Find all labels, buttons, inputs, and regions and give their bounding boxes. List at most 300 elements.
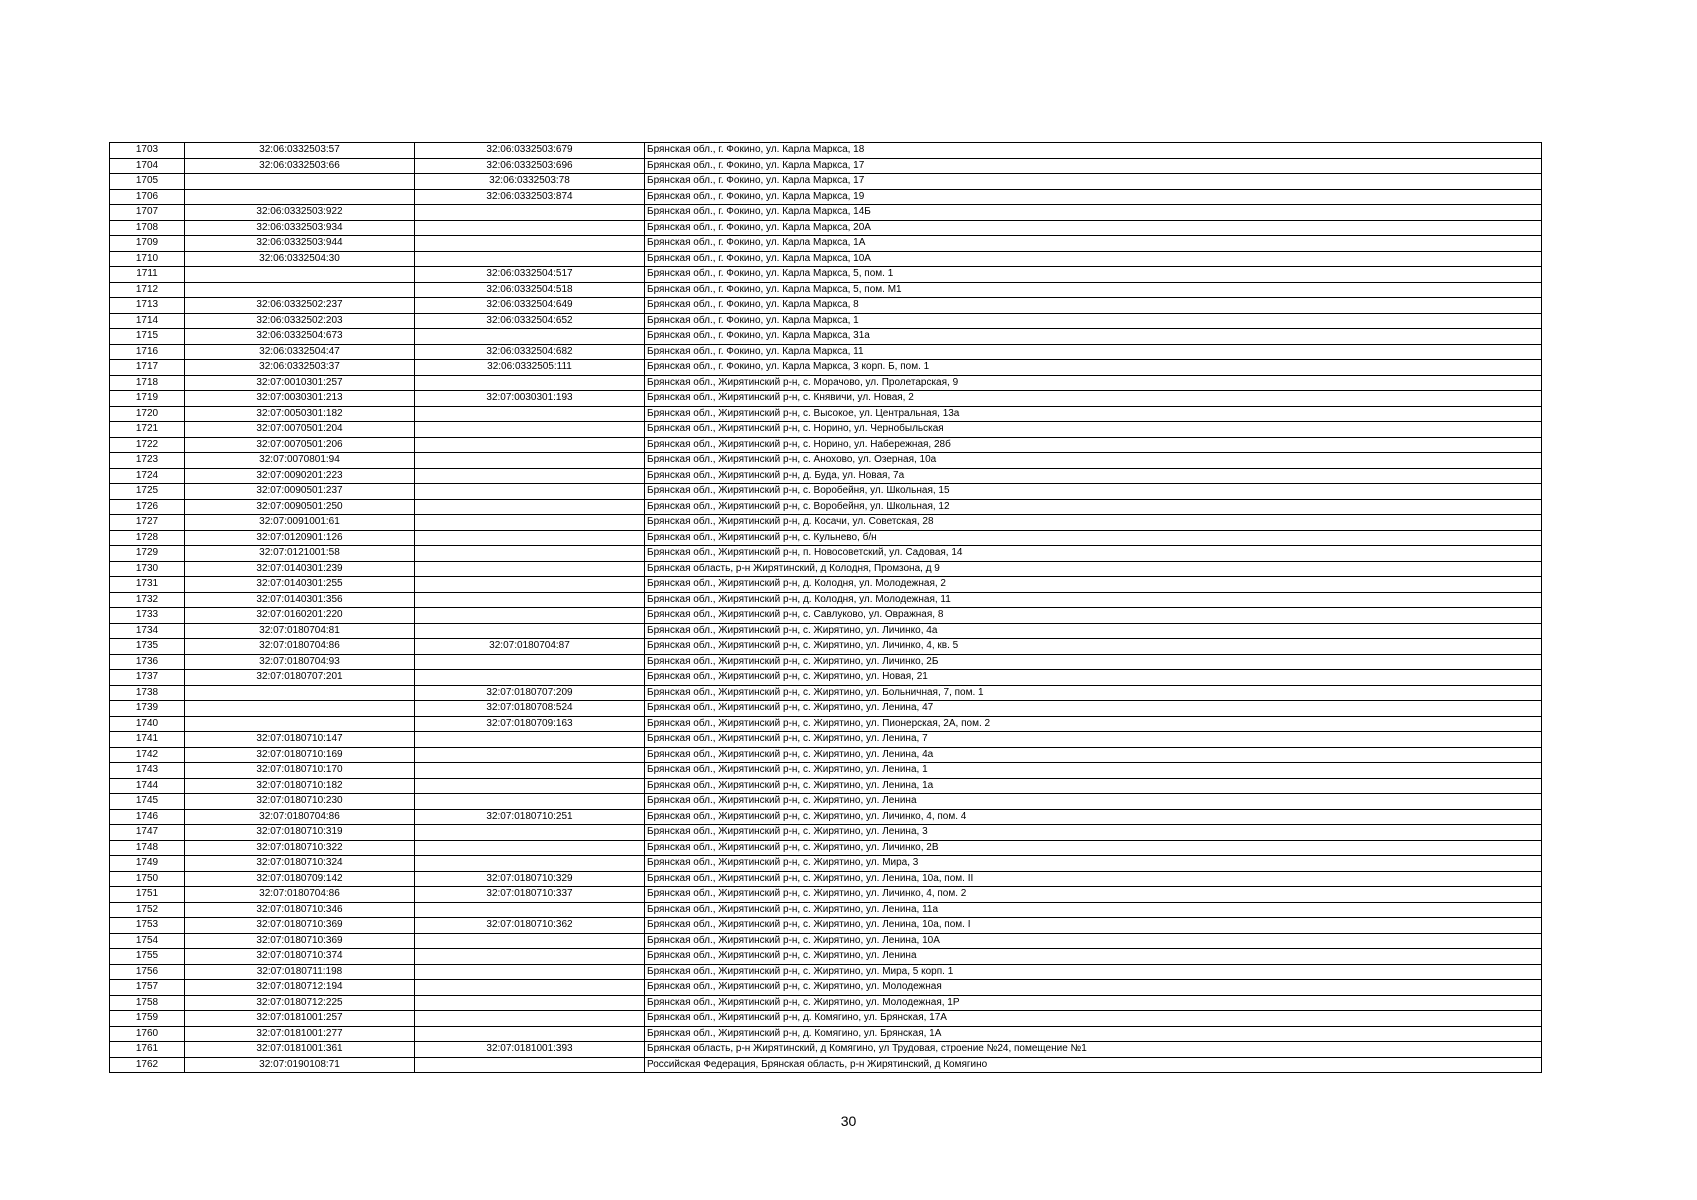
table-row: [110, 174, 1542, 190]
table-row: [110, 515, 1542, 531]
object-cadastral-number-cell: [415, 437, 645, 453]
cadastral-number-cell: 32:07:0180710:169: [185, 747, 415, 763]
row-number-cell: 1755: [110, 949, 185, 965]
row-number-cell: 1745: [110, 794, 185, 810]
table-row: [110, 561, 1542, 577]
table-row: [110, 282, 1542, 298]
table-row: [110, 654, 1542, 670]
address-cell: Брянская обл., Жирятинский р-н, с. Кульнево, б/н: [645, 530, 1542, 546]
table-row: [110, 189, 1542, 205]
row-number-cell: 1723: [110, 453, 185, 469]
row-number-cell: 1732: [110, 592, 185, 608]
table-row: [110, 391, 1542, 407]
cadastral-number-cell: 32:07:0181001:257: [185, 1011, 415, 1027]
table-row: [110, 949, 1542, 965]
cadastral-number-cell: 32:07:0181001:277: [185, 1026, 415, 1042]
object-cadastral-number-cell: [415, 205, 645, 221]
cadastral-number-cell: 32:07:0180711:198: [185, 964, 415, 980]
address-cell: Брянская обл., Жирятинский р-н, д. Косачи, ул. Советская, 28: [645, 515, 1542, 531]
address-cell: Брянская обл., Жирятинский р-н, с. Воробейня, ул. Школьная, 12: [645, 499, 1542, 515]
table-row: [110, 143, 1542, 159]
table-row: [110, 375, 1542, 391]
cadastral-number-cell: [185, 189, 415, 205]
cadastral-number-cell: 32:07:0140301:255: [185, 577, 415, 593]
row-number-cell: 1727: [110, 515, 185, 531]
address-cell: Брянская обл., г. Фокино, ул. Карла Маркса, 5, пом. М1: [645, 282, 1542, 298]
table-row: [110, 205, 1542, 221]
object-cadastral-number-cell: [415, 251, 645, 267]
cadastral-number-cell: 32:06:0332504:673: [185, 329, 415, 345]
address-cell: Брянская обл., Жирятинский р-н, с. Жирятино, ул. Мира, 3: [645, 856, 1542, 872]
row-number-cell: 1746: [110, 809, 185, 825]
object-cadastral-number-cell: [415, 422, 645, 438]
address-cell: Брянская обл., г. Фокино, ул. Карла Маркса, 20А: [645, 220, 1542, 236]
object-cadastral-number-cell: 32:07:0180710:329: [415, 871, 645, 887]
row-number-cell: 1706: [110, 189, 185, 205]
row-number-cell: 1716: [110, 344, 185, 360]
table-row: [110, 406, 1542, 422]
address-cell: Брянская обл., г. Фокино, ул. Карла Маркса, 31а: [645, 329, 1542, 345]
table-row: [110, 220, 1542, 236]
address-cell: Брянская обл., Жирятинский р-н, д. Комягино, ул. Брянская, 17А: [645, 1011, 1542, 1027]
row-number-cell: 1726: [110, 499, 185, 515]
row-number-cell: 1752: [110, 902, 185, 918]
cadastral-number-cell: 32:07:0180710:374: [185, 949, 415, 965]
row-number-cell: 1736: [110, 654, 185, 670]
table-row: [110, 794, 1542, 810]
address-cell: Брянская обл., Жирятинский р-н, д. Комягино, ул. Брянская, 1А: [645, 1026, 1542, 1042]
cadastral-number-cell: 32:07:0180710:346: [185, 902, 415, 918]
table-row: [110, 468, 1542, 484]
address-cell: Брянская обл., г. Фокино, ул. Карла Маркса, 14Б: [645, 205, 1542, 221]
row-number-cell: 1733: [110, 608, 185, 624]
object-cadastral-number-cell: [415, 840, 645, 856]
address-cell: Брянская обл., г. Фокино, ул. Карла Маркса, 1А: [645, 236, 1542, 252]
row-number-cell: 1709: [110, 236, 185, 252]
object-cadastral-number-cell: [415, 484, 645, 500]
row-number-cell: 1731: [110, 577, 185, 593]
cadastral-number-cell: 32:07:0180710:369: [185, 918, 415, 934]
row-number-cell: 1719: [110, 391, 185, 407]
address-cell: Брянская обл., г. Фокино, ул. Карла Маркса, 17: [645, 158, 1542, 174]
table-row: [110, 236, 1542, 252]
table-row: [110, 825, 1542, 841]
object-cadastral-number-cell: [415, 236, 645, 252]
cadastral-number-cell: 32:07:0140301:239: [185, 561, 415, 577]
address-cell: Брянская область, р-н Жирятинский, д Комягино, ул Трудовая, строение №24, помещение №1: [645, 1042, 1542, 1058]
table-row: [110, 360, 1542, 376]
object-cadastral-number-cell: [415, 902, 645, 918]
address-cell: Брянская обл., Жирятинский р-н, с. Жирятино, ул. Новая, 21: [645, 670, 1542, 686]
cadastral-number-cell: 32:07:0070501:206: [185, 437, 415, 453]
address-cell: Брянская обл., Жирятинский р-н, с. Княвичи, ул. Новая, 2: [645, 391, 1542, 407]
object-cadastral-number-cell: 32:06:0332504:517: [415, 267, 645, 283]
row-number-cell: 1759: [110, 1011, 185, 1027]
cadastral-number-cell: 32:06:0332503:934: [185, 220, 415, 236]
row-number-cell: 1730: [110, 561, 185, 577]
object-cadastral-number-cell: [415, 623, 645, 639]
address-cell: Брянская обл., г. Фокино, ул. Карла Маркса, 10А: [645, 251, 1542, 267]
object-cadastral-number-cell: 32:06:0332504:518: [415, 282, 645, 298]
cadastral-number-cell: 32:07:0070801:94: [185, 453, 415, 469]
row-number-cell: 1714: [110, 313, 185, 329]
row-number-cell: 1717: [110, 360, 185, 376]
object-cadastral-number-cell: [415, 468, 645, 484]
address-cell: Брянская обл., Жирятинский р-н, с. Жирятино, ул. Мира, 5 корп. 1: [645, 964, 1542, 980]
object-cadastral-number-cell: 32:07:0180708:524: [415, 701, 645, 717]
address-cell: Брянская обл., Жирятинский р-н, с. Норино, ул. Чернобыльская: [645, 422, 1542, 438]
address-cell: Брянская обл., Жирятинский р-н, с. Жирятино, ул. Ленина, 1а: [645, 778, 1542, 794]
address-cell: Брянская обл., Жирятинский р-н, с. Жирятино, ул. Ленина, 3: [645, 825, 1542, 841]
address-cell: Брянская обл., г. Фокино, ул. Карла Маркса, 11: [645, 344, 1542, 360]
table-row: [110, 1011, 1542, 1027]
cadastral-number-cell: 32:07:0090501:250: [185, 499, 415, 515]
table-row: [110, 964, 1542, 980]
object-cadastral-number-cell: [415, 530, 645, 546]
page-number: 30: [840, 1113, 857, 1129]
object-cadastral-number-cell: [415, 980, 645, 996]
row-number-cell: 1739: [110, 701, 185, 717]
row-number-cell: 1712: [110, 282, 185, 298]
table-row: [110, 484, 1542, 500]
cadastral-number-cell: [185, 174, 415, 190]
object-cadastral-number-cell: 32:07:0030301:193: [415, 391, 645, 407]
address-cell: Брянская обл., г. Фокино, ул. Карла Маркса, 8: [645, 298, 1542, 314]
table-row: [110, 902, 1542, 918]
registry-table-body: [110, 143, 1542, 1073]
address-cell: Брянская обл., Жирятинский р-н, с. Жирятино, ул. Молодежная, 1Р: [645, 995, 1542, 1011]
object-cadastral-number-cell: [415, 453, 645, 469]
table-row: [110, 980, 1542, 996]
object-cadastral-number-cell: 32:06:0332504:652: [415, 313, 645, 329]
cadastral-number-cell: 32:07:0140301:356: [185, 592, 415, 608]
row-number-cell: 1728: [110, 530, 185, 546]
registry-table: [109, 142, 1542, 1073]
cadastral-number-cell: 32:07:0050301:182: [185, 406, 415, 422]
table-row: [110, 546, 1542, 562]
row-number-cell: 1713: [110, 298, 185, 314]
address-cell: Брянская обл., Жирятинский р-н, с. Жирятино, ул. Молодежная: [645, 980, 1542, 996]
cadastral-number-cell: 32:07:0180709:142: [185, 871, 415, 887]
cadastral-number-cell: 32:07:0180704:81: [185, 623, 415, 639]
row-number-cell: 1720: [110, 406, 185, 422]
address-cell: Брянская обл., Жирятинский р-н, с. Жирятино, ул. Личинко, 2Б: [645, 654, 1542, 670]
object-cadastral-number-cell: [415, 949, 645, 965]
cadastral-number-cell: 32:06:0332502:237: [185, 298, 415, 314]
object-cadastral-number-cell: [415, 794, 645, 810]
address-cell: Брянская обл., г. Фокино, ул. Карла Маркса, 17: [645, 174, 1542, 190]
table-row: [110, 499, 1542, 515]
row-number-cell: 1707: [110, 205, 185, 221]
object-cadastral-number-cell: 32:07:0180709:163: [415, 716, 645, 732]
address-cell: Брянская обл., Жирятинский р-н, с. Жирятино, ул. Личинко, 4, пом. 4: [645, 809, 1542, 825]
row-number-cell: 1762: [110, 1057, 185, 1073]
table-row: [110, 251, 1542, 267]
address-cell: Брянская обл., г. Фокино, ул. Карла Маркса, 3 корп. Б, пом. 1: [645, 360, 1542, 376]
row-number-cell: 1757: [110, 980, 185, 996]
row-number-cell: 1724: [110, 468, 185, 484]
cadastral-number-cell: 32:07:0180704:86: [185, 809, 415, 825]
table-row: [110, 298, 1542, 314]
row-number-cell: 1743: [110, 763, 185, 779]
address-cell: Брянская обл., Жирятинский р-н, с. Жирятино, ул. Личинко, 4, кв. 5: [645, 639, 1542, 655]
object-cadastral-number-cell: [415, 220, 645, 236]
row-number-cell: 1740: [110, 716, 185, 732]
row-number-cell: 1753: [110, 918, 185, 934]
cadastral-number-cell: 32:07:0180710:230: [185, 794, 415, 810]
address-cell: Брянская обл., Жирятинский р-н, с. Жирятино, ул. Ленина, 47: [645, 701, 1542, 717]
table-row: [110, 530, 1542, 546]
object-cadastral-number-cell: 32:07:0181001:393: [415, 1042, 645, 1058]
address-cell: Брянская обл., г. Фокино, ул. Карла Маркса, 18: [645, 143, 1542, 159]
table-row: [110, 313, 1542, 329]
row-number-cell: 1734: [110, 623, 185, 639]
row-number-cell: 1729: [110, 546, 185, 562]
cadastral-number-cell: 32:07:0180710:170: [185, 763, 415, 779]
address-cell: Брянская обл., Жирятинский р-н, с. Жирятино, ул. Ленина, 1: [645, 763, 1542, 779]
object-cadastral-number-cell: [415, 329, 645, 345]
row-number-cell: 1738: [110, 685, 185, 701]
table-row: [110, 608, 1542, 624]
address-cell: Брянская обл., Жирятинский р-н, с. Жирятино, ул. Больничная, 7, пом. 1: [645, 685, 1542, 701]
object-cadastral-number-cell: 32:07:0180710:337: [415, 887, 645, 903]
row-number-cell: 1748: [110, 840, 185, 856]
object-cadastral-number-cell: 32:07:0180704:87: [415, 639, 645, 655]
table-row: [110, 267, 1542, 283]
object-cadastral-number-cell: [415, 933, 645, 949]
cadastral-number-cell: 32:07:0010301:257: [185, 375, 415, 391]
address-cell: Брянская область, р-н Жирятинский, д Колодня, Промзона, д 9: [645, 561, 1542, 577]
row-number-cell: 1754: [110, 933, 185, 949]
cadastral-number-cell: [185, 267, 415, 283]
row-number-cell: 1750: [110, 871, 185, 887]
object-cadastral-number-cell: 32:07:0180710:251: [415, 809, 645, 825]
address-cell: Брянская обл., Жирятинский р-н, с. Жирятино, ул. Ленина: [645, 794, 1542, 810]
cadastral-number-cell: [185, 716, 415, 732]
address-cell: Брянская обл., Жирятинский р-н, с. Жирятино, ул. Ленина, 4а: [645, 747, 1542, 763]
table-row: [110, 453, 1542, 469]
cadastral-number-cell: 32:07:0180710:319: [185, 825, 415, 841]
cadastral-number-cell: 32:07:0180712:194: [185, 980, 415, 996]
cadastral-number-cell: 32:06:0332503:66: [185, 158, 415, 174]
object-cadastral-number-cell: [415, 964, 645, 980]
table-row: [110, 158, 1542, 174]
table-row: [110, 1026, 1542, 1042]
object-cadastral-number-cell: 32:06:0332504:682: [415, 344, 645, 360]
table-row: [110, 995, 1542, 1011]
table-row: [110, 763, 1542, 779]
object-cadastral-number-cell: [415, 670, 645, 686]
table-row: [110, 933, 1542, 949]
object-cadastral-number-cell: 32:06:0332503:696: [415, 158, 645, 174]
row-number-cell: 1760: [110, 1026, 185, 1042]
address-cell: Брянская обл., Жирятинский р-н, с. Жирятино, ул. Ленина: [645, 949, 1542, 965]
cadastral-number-cell: 32:06:0332503:922: [185, 205, 415, 221]
row-number-cell: 1708: [110, 220, 185, 236]
cadastral-number-cell: 32:07:0190108:71: [185, 1057, 415, 1073]
row-number-cell: 1725: [110, 484, 185, 500]
table-row: [110, 422, 1542, 438]
table-row: [110, 840, 1542, 856]
cadastral-number-cell: 32:07:0180710:369: [185, 933, 415, 949]
row-number-cell: 1715: [110, 329, 185, 345]
address-cell: Брянская обл., Жирятинский р-н, с. Воробейня, ул. Школьная, 15: [645, 484, 1542, 500]
address-cell: Брянская обл., Жирятинский р-н, д. Буда, ул. Новая, 7а: [645, 468, 1542, 484]
cadastral-number-cell: 32:06:0332504:47: [185, 344, 415, 360]
table-row: [110, 747, 1542, 763]
cadastral-number-cell: 32:07:0160201:220: [185, 608, 415, 624]
cadastral-number-cell: 32:07:0180712:225: [185, 995, 415, 1011]
table-row: [110, 437, 1542, 453]
row-number-cell: 1704: [110, 158, 185, 174]
object-cadastral-number-cell: [415, 654, 645, 670]
object-cadastral-number-cell: 32:07:0180710:362: [415, 918, 645, 934]
address-cell: Брянская обл., Жирятинский р-н, с. Жирятино, ул. Ленина, 10А: [645, 933, 1542, 949]
object-cadastral-number-cell: [415, 375, 645, 391]
address-cell: Брянская обл., Жирятинский р-н, с. Савлуково, ул. Овражная, 8: [645, 608, 1542, 624]
table-row: [110, 809, 1542, 825]
table-row: [110, 592, 1542, 608]
address-cell: Брянская обл., Жирятинский р-н, д. Колодня, ул. Молодежная, 11: [645, 592, 1542, 608]
object-cadastral-number-cell: [415, 577, 645, 593]
row-number-cell: 1751: [110, 887, 185, 903]
cadastral-number-cell: 32:07:0091001:61: [185, 515, 415, 531]
address-cell: Брянская обл., Жирятинский р-н, с. Норино, ул. Набережная, 28б: [645, 437, 1542, 453]
object-cadastral-number-cell: [415, 1057, 645, 1073]
object-cadastral-number-cell: 32:06:0332503:679: [415, 143, 645, 159]
object-cadastral-number-cell: [415, 546, 645, 562]
address-cell: Брянская обл., Жирятинский р-н, с. Жирятино, ул. Личинко, 4, пом. 2: [645, 887, 1542, 903]
table-row: [110, 1042, 1542, 1058]
address-cell: Брянская обл., Жирятинский р-н, с. Жирятино, ул. Ленина, 11а: [645, 902, 1542, 918]
cadastral-number-cell: 32:07:0090201:223: [185, 468, 415, 484]
row-number-cell: 1747: [110, 825, 185, 841]
cadastral-number-cell: 32:07:0030301:213: [185, 391, 415, 407]
object-cadastral-number-cell: 32:06:0332503:78: [415, 174, 645, 190]
object-cadastral-number-cell: [415, 778, 645, 794]
row-number-cell: 1703: [110, 143, 185, 159]
object-cadastral-number-cell: [415, 1026, 645, 1042]
table-row: [110, 639, 1542, 655]
table-row: [110, 577, 1542, 593]
cadastral-number-cell: 32:07:0181001:361: [185, 1042, 415, 1058]
cadastral-number-cell: [185, 701, 415, 717]
object-cadastral-number-cell: [415, 515, 645, 531]
table-row: [110, 623, 1542, 639]
cadastral-number-cell: 32:07:0180704:86: [185, 639, 415, 655]
row-number-cell: 1721: [110, 422, 185, 438]
object-cadastral-number-cell: 32:06:0332503:874: [415, 189, 645, 205]
address-cell: Брянская обл., Жирятинский р-н, с. Жирятино, ул. Личинко, 4а: [645, 623, 1542, 639]
cadastral-number-cell: 32:07:0070501:204: [185, 422, 415, 438]
table-row: [110, 732, 1542, 748]
cadastral-number-cell: 32:07:0180710:147: [185, 732, 415, 748]
address-cell: Брянская обл., Жирятинский р-н, с. Жирятино, ул. Личинко, 2В: [645, 840, 1542, 856]
object-cadastral-number-cell: [415, 763, 645, 779]
row-number-cell: 1744: [110, 778, 185, 794]
row-number-cell: 1758: [110, 995, 185, 1011]
table-row: [110, 871, 1542, 887]
cadastral-number-cell: 32:07:0180704:93: [185, 654, 415, 670]
table-row: [110, 344, 1542, 360]
table-row: [110, 887, 1542, 903]
address-cell: Брянская обл., г. Фокино, ул. Карла Маркса, 5, пом. 1: [645, 267, 1542, 283]
object-cadastral-number-cell: 32:06:0332504:649: [415, 298, 645, 314]
cadastral-number-cell: 32:07:0180710:324: [185, 856, 415, 872]
object-cadastral-number-cell: [415, 825, 645, 841]
cadastral-number-cell: 32:06:0332503:944: [185, 236, 415, 252]
object-cadastral-number-cell: 32:07:0180707:209: [415, 685, 645, 701]
table-row: [110, 701, 1542, 717]
row-number-cell: 1741: [110, 732, 185, 748]
object-cadastral-number-cell: [415, 592, 645, 608]
address-cell: Брянская обл., Жирятинский р-н, с. Анохово, ул. Озерная, 10а: [645, 453, 1542, 469]
address-cell: Российская Федерация, Брянская область, р-н Жирятинский, д Комягино: [645, 1057, 1542, 1073]
row-number-cell: 1737: [110, 670, 185, 686]
cadastral-number-cell: 32:06:0332503:37: [185, 360, 415, 376]
table-row: [110, 670, 1542, 686]
row-number-cell: 1749: [110, 856, 185, 872]
address-cell: Брянская обл., Жирятинский р-н, с. Жирятино, ул. Пионерская, 2А, пом. 2: [645, 716, 1542, 732]
cadastral-number-cell: 32:06:0332503:57: [185, 143, 415, 159]
cadastral-number-cell: 32:06:0332504:30: [185, 251, 415, 267]
cadastral-number-cell: 32:07:0090501:237: [185, 484, 415, 500]
address-cell: Брянская обл., Жирятинский р-н, с. Жирятино, ул. Ленина, 10а, пом. II: [645, 871, 1542, 887]
object-cadastral-number-cell: [415, 406, 645, 422]
table-row: [110, 918, 1542, 934]
address-cell: Брянская обл., Жирятинский р-н, п. Новосоветский, ул. Садовая, 14: [645, 546, 1542, 562]
cadastral-number-cell: 32:07:0180710:322: [185, 840, 415, 856]
cadastral-number-cell: 32:07:0180710:182: [185, 778, 415, 794]
row-number-cell: 1718: [110, 375, 185, 391]
cadastral-number-cell: 32:07:0120901:126: [185, 530, 415, 546]
row-number-cell: 1705: [110, 174, 185, 190]
address-cell: Брянская обл., Жирятинский р-н, с. Жирятино, ул. Ленина, 10а, пом. I: [645, 918, 1542, 934]
object-cadastral-number-cell: 32:06:0332505:111: [415, 360, 645, 376]
object-cadastral-number-cell: [415, 747, 645, 763]
object-cadastral-number-cell: [415, 995, 645, 1011]
row-number-cell: 1711: [110, 267, 185, 283]
address-cell: Брянская обл., Жирятинский р-н, с. Высокое, ул. Центральная, 13а: [645, 406, 1542, 422]
object-cadastral-number-cell: [415, 499, 645, 515]
row-number-cell: 1761: [110, 1042, 185, 1058]
row-number-cell: 1722: [110, 437, 185, 453]
object-cadastral-number-cell: [415, 1011, 645, 1027]
row-number-cell: 1756: [110, 964, 185, 980]
cadastral-number-cell: [185, 685, 415, 701]
address-cell: Брянская обл., Жирятинский р-н, с. Жирятино, ул. Ленина, 7: [645, 732, 1542, 748]
object-cadastral-number-cell: [415, 732, 645, 748]
row-number-cell: 1710: [110, 251, 185, 267]
table-row: [110, 329, 1542, 345]
table-row: [110, 1057, 1542, 1073]
address-cell: Брянская обл., Жирятинский р-н, д. Колодня, ул. Молодежная, 2: [645, 577, 1542, 593]
cadastral-number-cell: 32:06:0332502:203: [185, 313, 415, 329]
table-row: [110, 778, 1542, 794]
cadastral-number-cell: [185, 282, 415, 298]
cadastral-number-cell: 32:07:0121001:58: [185, 546, 415, 562]
row-number-cell: 1742: [110, 747, 185, 763]
table-row: [110, 716, 1542, 732]
cadastral-number-cell: 32:07:0180704:86: [185, 887, 415, 903]
table-row: [110, 856, 1542, 872]
object-cadastral-number-cell: [415, 856, 645, 872]
address-cell: Брянская обл., Жирятинский р-н, с. Морачово, ул. Пролетарская, 9: [645, 375, 1542, 391]
cadastral-number-cell: 32:07:0180707:201: [185, 670, 415, 686]
object-cadastral-number-cell: [415, 561, 645, 577]
address-cell: Брянская обл., г. Фокино, ул. Карла Маркса, 1: [645, 313, 1542, 329]
address-cell: Брянская обл., г. Фокино, ул. Карла Маркса, 19: [645, 189, 1542, 205]
